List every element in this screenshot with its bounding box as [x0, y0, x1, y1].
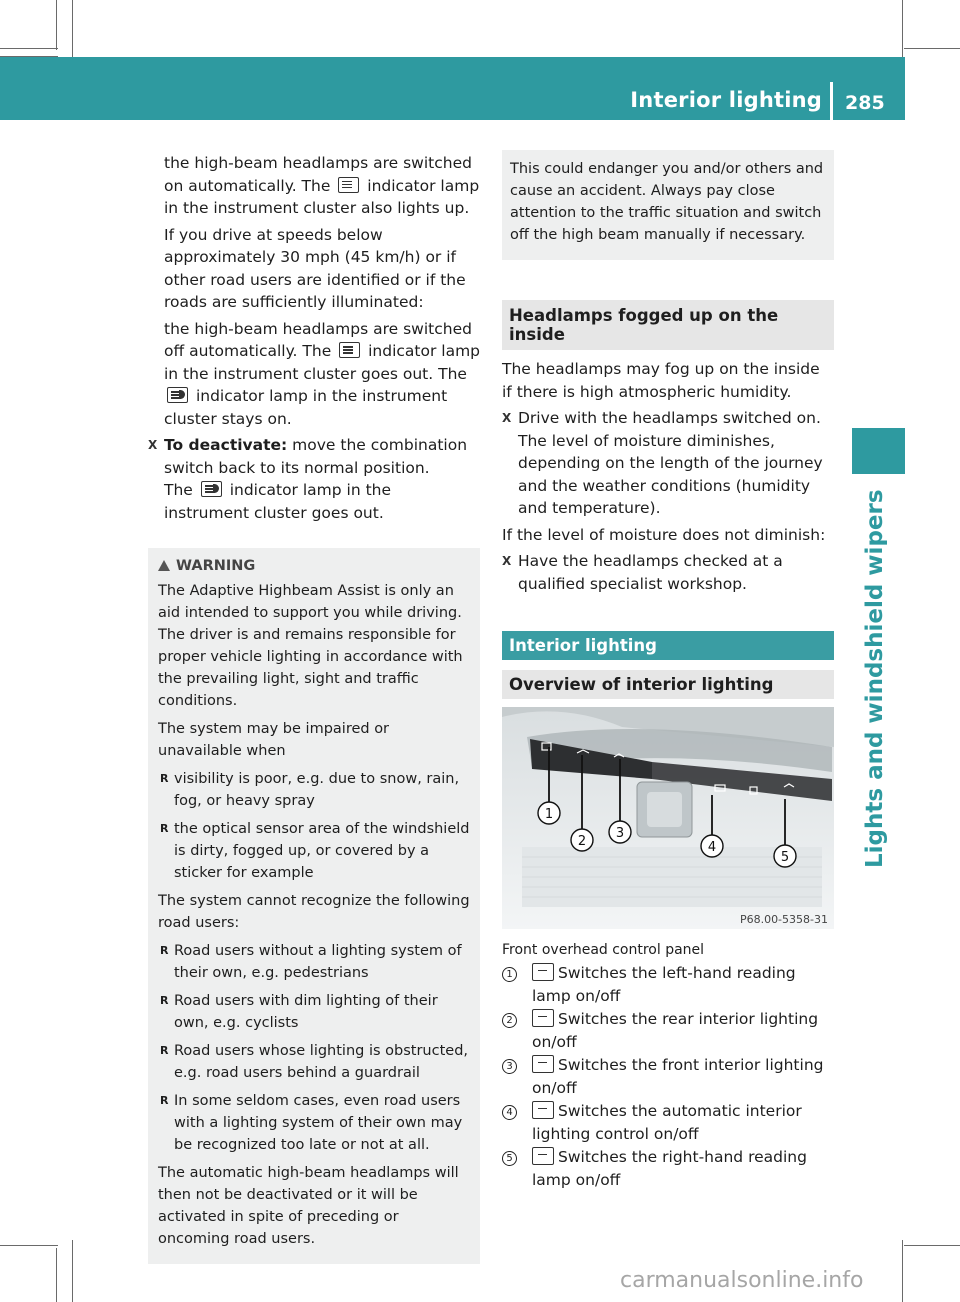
right-column — [502, 150, 834, 1192]
legend-item — [502, 962, 834, 1007]
warning-bullet: R In some seldom cases, even road users with a lighting system of their own may be recognized too late or not at all. — [158, 1090, 470, 1156]
crop-mark — [56, 1248, 57, 1302]
watermark: carmanualsonline.info — [620, 1268, 864, 1293]
chapter-heading: Interior lighting — [502, 631, 834, 660]
callout-4: 4 — [707, 840, 717, 855]
legend-item — [502, 1054, 834, 1099]
warning-bullet: R the optical sensor area of the windshield is dirty, fogged up, or covered by a sticker for example — [158, 818, 470, 884]
legend-number: 4 — [502, 1105, 517, 1120]
reading-lamp-icon — [532, 1147, 554, 1165]
high-beam-indicator-icon — [338, 177, 359, 193]
warning-bullet: R visibility is poor, e.g. due to snow, rain, fog, or heavy spray — [158, 768, 470, 812]
legend-text: Switches the automatic interior lighting control on/off — [532, 1102, 802, 1143]
legend-item — [502, 1146, 834, 1191]
reading-lamp-icon — [532, 963, 554, 981]
paragraph — [148, 318, 480, 431]
crop-mark — [904, 1245, 960, 1246]
crop-mark — [902, 1240, 903, 1302]
warning-heading — [158, 558, 470, 574]
legend-text: Switches the front interior lighting on/off — [532, 1056, 824, 1097]
crop-mark — [56, 0, 57, 50]
warning-paragraph: The automatic high-beam headlamps will then not be deactivated or it will be activated in spite of preceding or oncoming road users. — [158, 1165, 459, 1247]
crop-mark — [904, 48, 960, 49]
crop-mark — [902, 0, 903, 58]
figure-code: P68.00-5358-31 — [739, 913, 828, 926]
text: the high-beam headlamps are switched on automatically. The — [164, 154, 472, 195]
text: The — [164, 481, 193, 499]
paragraph: The headlamps may fog up on the inside if there is high atmospheric humidity. — [502, 360, 820, 401]
warning-label: WARNING — [176, 558, 256, 574]
text: indicator lamp in the instrument cluster goes out. — [164, 481, 392, 522]
header-divider — [830, 82, 833, 120]
text: the high-beam headlamps are switched off automatically. The — [164, 319, 472, 360]
warning-bullet: R Road users without a lighting system of their own, e.g. pedestrians — [158, 940, 470, 984]
crop-mark — [72, 1240, 73, 1302]
crop-mark — [0, 1245, 58, 1246]
left-column — [148, 152, 480, 1264]
page-number: 285 — [845, 92, 885, 114]
overhead-panel-illustration — [502, 707, 834, 929]
adaptive-highbeam-indicator-icon — [201, 481, 222, 497]
page-title: Interior lighting — [630, 88, 822, 112]
paragraph: If the level of moisture does not diminish: — [502, 525, 826, 544]
warning-triangle-icon — [158, 560, 170, 571]
instruction-step: X Have the headlamps checked at a qualified specialist workshop. — [502, 550, 834, 595]
legend-number: 1 — [502, 967, 517, 982]
paragraph — [148, 152, 480, 220]
instruction-step — [148, 434, 480, 524]
warning-continued-box — [502, 150, 834, 260]
text: indicator lamp in the instrument cluster stays on. — [164, 387, 448, 428]
section-tab — [852, 428, 905, 474]
overhead-panel-figure — [502, 707, 834, 929]
legend-text: Switches the left-hand reading lamp on/off — [532, 964, 796, 1005]
paragraph: If you drive at speeds below approximately 30 mph (45 km/h) or if other road users are identified or if the roads are sufficiently illuminated: — [164, 225, 466, 311]
subsection-heading: Overview of interior lighting — [502, 670, 834, 699]
callout-3: 3 — [615, 826, 625, 841]
crop-mark — [72, 0, 73, 58]
side-section-label: Lights and windshield wipers — [862, 489, 888, 868]
high-beam-indicator-icon — [339, 342, 360, 358]
figure-caption: Front overhead control panel — [502, 942, 705, 958]
callout-1: 1 — [544, 807, 554, 822]
callout-5: 5 — [780, 850, 790, 865]
legend-item — [502, 1100, 834, 1145]
rear-interior-light-icon — [532, 1009, 554, 1027]
instruction-step: X Drive with the headlamps switched on. The level of moisture diminishes, depending on the length of the journey and the weather conditions (humidity and temperature). — [502, 407, 834, 520]
warning-paragraph: This could endanger you and/or others and cause an accident. Always pay close attention to the traffic situation and switch off the high beam manually if necessary. — [510, 161, 824, 243]
legend-item — [502, 1008, 834, 1053]
adaptive-highbeam-indicator-icon — [167, 387, 188, 403]
warning-bullet: R Road users with dim lighting of their own, e.g. cyclists — [158, 990, 470, 1034]
legend-number: 2 — [502, 1013, 517, 1028]
text: move the combination switch back to its normal position. — [164, 436, 468, 477]
legend-text: Switches the right-hand reading lamp on/off — [532, 1148, 807, 1189]
front-interior-light-icon — [532, 1055, 554, 1073]
text: indicator lamp in the instrument cluster goes out. The — [164, 342, 481, 383]
step-label: To deactivate: — [164, 436, 288, 454]
warning-paragraph: The system may be impaired or unavailable when — [158, 721, 390, 759]
warning-paragraph: The system cannot recognize the following road users: — [158, 893, 470, 931]
crop-mark — [0, 48, 58, 49]
legend-number: 5 — [502, 1151, 517, 1166]
callout-2: 2 — [577, 834, 587, 849]
auto-interior-light-icon — [532, 1101, 554, 1119]
legend-text: Switches the rear interior lighting on/off — [532, 1010, 819, 1051]
section-heading: Headlamps fogged up on the inside — [502, 300, 834, 350]
warning-bullet: R Road users whose lighting is obstructed, e.g. road users behind a guardrail — [158, 1040, 470, 1084]
warning-box — [148, 548, 480, 1264]
legend-number: 3 — [502, 1059, 517, 1074]
warning-paragraph: The Adaptive Highbeam Assist is only an aid intended to support you while driving. The driver is and remains responsible for proper vehicle lighting in accordance with the prevailing light, sight and traffic conditions. — [158, 583, 463, 709]
text: indicator lamp in the instrument cluster also lights up. — [164, 176, 480, 217]
